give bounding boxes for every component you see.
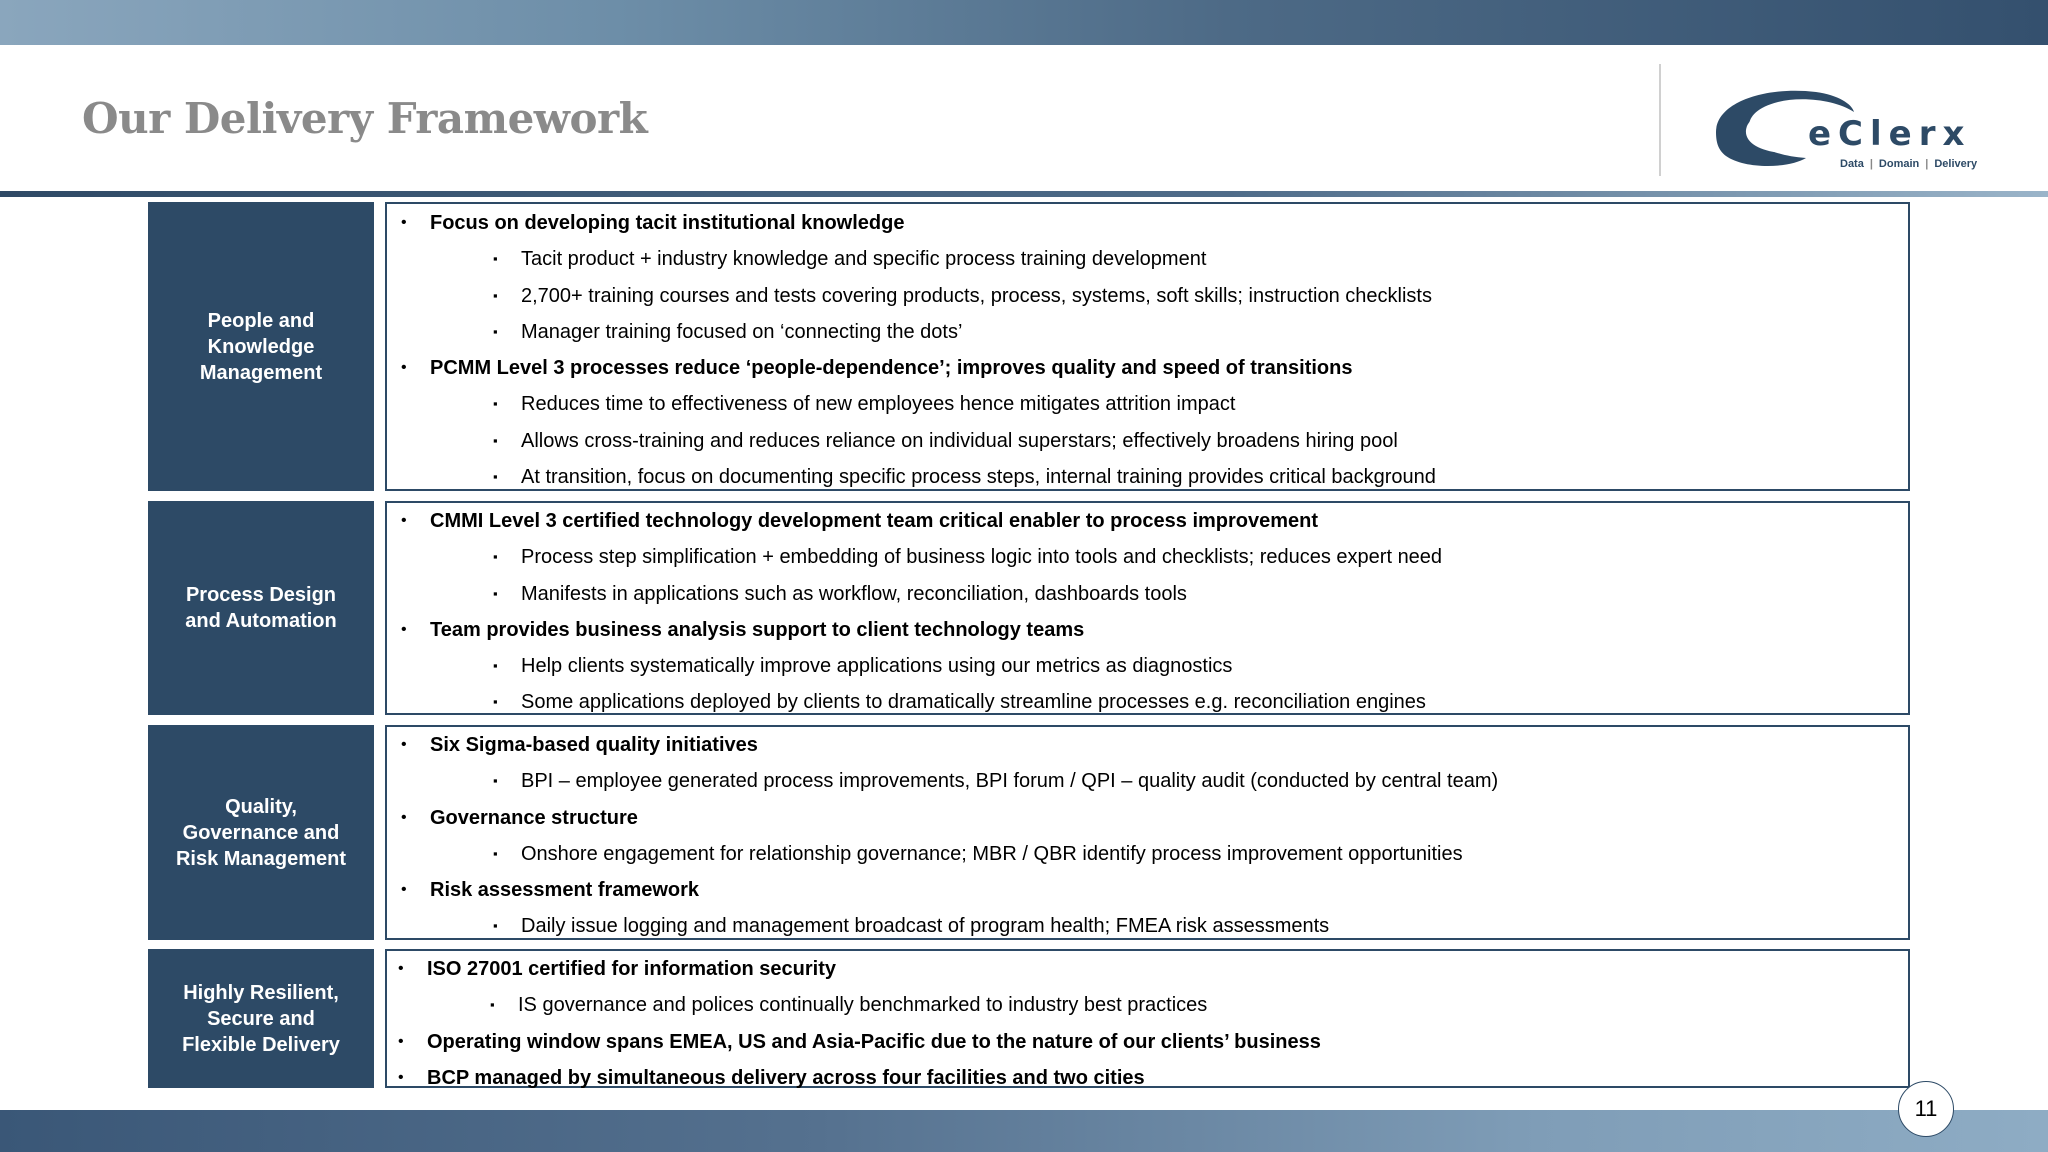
bullet-square-icon: ▪ (493, 469, 498, 485)
item-text: Allows cross-training and reduces reliance on individual superstars; effectively broadens hiring pool (521, 429, 1398, 452)
list-item (384, 1024, 1908, 1060)
list-item (384, 987, 1908, 1023)
bullet-square-icon: ▪ (493, 918, 498, 934)
bullet-square-icon: ▪ (493, 773, 498, 789)
list-item (387, 612, 1908, 648)
bottom-banner (0, 1110, 2048, 1152)
section-content (385, 949, 1910, 1088)
logo-tagline-data: Data (1840, 158, 1864, 170)
bullet-dot-icon: • (401, 620, 407, 638)
logo-wordmark: eClerx (1808, 114, 1972, 154)
item-text: BCP managed by simultaneous delivery across four facilities and two cities (427, 1066, 1145, 1089)
company-logo (1700, 80, 2010, 180)
list-item (384, 1060, 1908, 1096)
item-text: IS governance and polices continually benchmarked to industry best practices (518, 994, 1208, 1017)
bullet-square-icon: ▪ (493, 585, 498, 601)
list-item (387, 908, 1908, 944)
bullet-list (387, 727, 1908, 945)
bullet-dot-icon: • (401, 512, 407, 529)
item-text: Process step simplification + embedding of business logic into tools and checklists; reduces expert need (521, 546, 1443, 569)
section-label (148, 725, 374, 940)
logo-tagline-delivery: Delivery (1934, 158, 1978, 170)
bullet-square-icon: ▪ (493, 694, 498, 710)
page-number: 11 (1898, 1081, 1954, 1137)
bullet-dot-icon: • (398, 1068, 404, 1086)
list-item (387, 278, 1908, 314)
item-text: ISO 27001 certified for information security (427, 958, 837, 980)
section-content (385, 501, 1910, 715)
list-item (384, 951, 1908, 987)
item-text: BPI – employee generated process improvements, BPI forum / QPI – quality audit (conducted by central team) (521, 770, 1499, 793)
logo-tagline-domain: Domain (1878, 158, 1920, 170)
bullet-list (387, 503, 1908, 721)
list-item (387, 872, 1908, 908)
bullet-list (387, 205, 1908, 495)
item-text: At transition, focus on documenting specific process steps, internal training provides critical background (521, 466, 1436, 489)
item-text: Tacit product + industry knowledge and specific process training development (521, 248, 1207, 271)
item-text: Help clients systematically improve applications using our metrics as diagnostics (521, 655, 1233, 678)
item-text: Risk assessment framework (430, 879, 700, 902)
item-text: Six Sigma-based quality initiatives (430, 734, 758, 756)
bullet-list (384, 951, 1908, 1096)
bullet-dot-icon: • (401, 808, 407, 826)
bullet-square-icon: ▪ (493, 658, 498, 674)
list-item (387, 684, 1908, 720)
section-label-text: People and Knowledge Management (199, 309, 323, 384)
item-text: Daily issue logging and management broadcast of program health; FMEA risk assessments (521, 915, 1330, 938)
header-divider (1659, 64, 1661, 176)
bullet-dot-icon: • (401, 881, 407, 899)
header-rule (0, 191, 2048, 197)
section-label-text: Quality, Governance and Risk Management (175, 795, 347, 870)
bullet-square-icon: ▪ (493, 432, 498, 448)
list-item (387, 423, 1908, 459)
item-text: Governance structure (430, 806, 638, 829)
section-process-design (148, 501, 1910, 715)
bullet-square-icon: ▪ (493, 251, 498, 267)
bullet-dot-icon: • (398, 1032, 404, 1050)
item-text: Team provides business analysis support to client technology teams (430, 618, 1085, 641)
item-text: Onshore engagement for relationship governance; MBR / QBR identify process improvement opportunities (521, 842, 1463, 865)
page-title: Our Delivery Framework (82, 94, 648, 143)
item-text: Focus on developing tacit institutional knowledge (430, 212, 905, 234)
logo-tagline (1840, 158, 1977, 170)
list-item (387, 314, 1908, 350)
bullet-square-icon: ▪ (493, 287, 498, 303)
item-text: Operating window spans EMEA, US and Asia-Pacific due to the nature of our clients’ business (427, 1030, 1321, 1053)
bullet-square-icon: ▪ (493, 396, 498, 412)
section-label (148, 949, 374, 1088)
item-text: Reduces time to effectiveness of new employees hence mitigates attrition impact (521, 393, 1236, 416)
section-content (385, 202, 1910, 491)
bullet-dot-icon: • (398, 960, 404, 977)
section-quality-governance (148, 725, 1910, 940)
logo-tagline-separator: | (1869, 158, 1873, 170)
item-text: CMMI Level 3 certified technology development team critical enabler to process improvement (430, 510, 1319, 532)
list-item (387, 350, 1908, 386)
list-item (387, 539, 1908, 575)
section-label-text: Process Design and Automation (185, 584, 337, 632)
list-item (387, 205, 1908, 241)
item-text: Manager training focused on ‘connecting the dots’ (521, 320, 963, 343)
item-text: PCMM Level 3 processes reduce ‘people-dependence’; improves quality and speed of transitions (430, 357, 1353, 380)
item-text: 2,700+ training courses and tests covering products, process, systems, soft skills; instruction checklists (521, 284, 1432, 307)
list-item (387, 648, 1908, 684)
section-people-knowledge (148, 202, 1910, 491)
bullet-dot-icon: • (401, 214, 407, 231)
section-label (148, 202, 374, 491)
list-item (387, 727, 1908, 763)
list-item (387, 576, 1908, 612)
section-resilient-delivery (148, 949, 1910, 1088)
bullet-dot-icon: • (401, 359, 407, 377)
list-item (387, 503, 1908, 539)
bullet-square-icon: ▪ (493, 845, 498, 861)
item-text: Some applications deployed by clients to dramatically streamline processes e.g. reconciliation engines (521, 691, 1426, 714)
bullet-square-icon: ▪ (493, 549, 498, 565)
bullet-dot-icon: • (401, 736, 407, 753)
top-banner (0, 0, 2048, 45)
section-content (385, 725, 1910, 940)
list-item (387, 800, 1908, 836)
bullet-square-icon: ▪ (490, 997, 495, 1013)
item-text: Manifests in applications such as workflow, reconciliation, dashboards tools (521, 582, 1187, 605)
list-item (387, 386, 1908, 422)
bullet-square-icon: ▪ (493, 323, 498, 339)
list-item (387, 459, 1908, 495)
logo-tagline-separator: | (1925, 158, 1929, 170)
list-item (387, 836, 1908, 872)
section-label-text: Highly Resilient, Secure and Flexible Delivery (182, 981, 340, 1056)
list-item (387, 763, 1908, 799)
section-label (148, 501, 374, 715)
list-item (387, 241, 1908, 277)
